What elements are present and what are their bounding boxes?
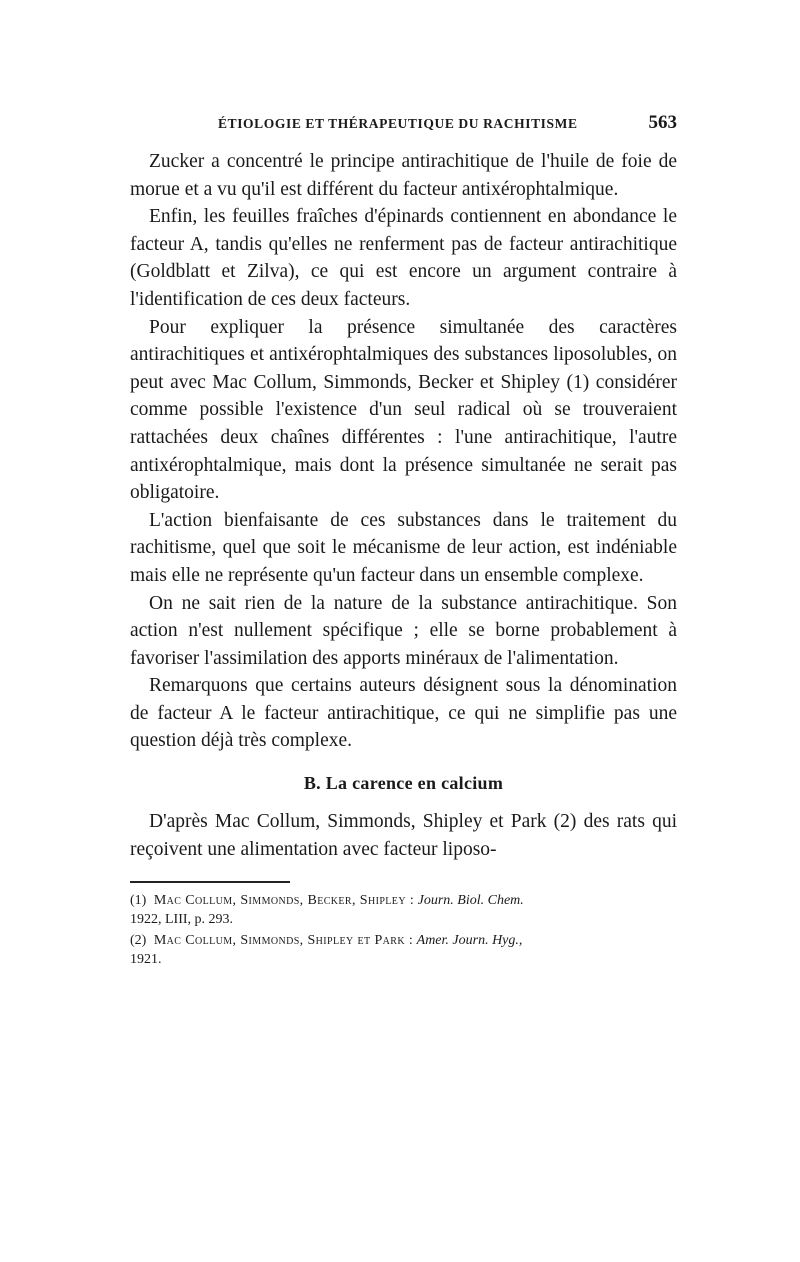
footnote [130,931,677,969]
footnote-details: 1921. [130,952,162,968]
paragraph: On ne sait rien de la nature de la substance antirachitique. Son action n'est nullement spécifique ; elle se borne probablement à favoriser l'assimilation des apports minéraux de l'alimentation. [130,592,677,669]
footnote-mark: (1) [130,893,147,909]
running-title: ÉTIOLOGIE ET THÉRAPEUTIQUE DU RACHITISME [218,116,578,131]
footnote-details: 1922, LIII, p. 293. [130,912,234,928]
body-text [130,148,677,863]
footnote-rule [130,881,290,883]
footnote-authors: Mac Collum, Simmonds, Shipley et Park : [153,933,414,949]
footnote [130,891,677,929]
paragraph: Pour expliquer la présence simultanée des caractères antirachitiques et antixérophtalmiques des substances liposolubles, on peut avec Mac Collum, Simmonds, Becker et Shipley (1) considérer comme possible l'existence d'un seul radical où se trouveraient rattachées deux chaînes différentes : l'une antirachitique, l'autre antixérophtalmique, mais dont la présence simultanée ne serait pas obligatoire. [130,316,677,504]
footnote-authors: Mac Collum, Simmonds, Becker, Shipley : [153,893,415,909]
book-page [130,112,677,971]
paragraph: Zucker a concentré le principe antirachitique de l'huile de foie de morue et a vu qu'il est différent du facteur antixérophtalmique. [130,151,677,200]
page-number: 563 [648,112,677,133]
footnotes [130,891,677,969]
running-header [130,112,677,142]
paragraph: L'action bienfaisante de ces substances dans le traitement du rachitisme, quel que soit le mécanisme de leur action, est indéniable mais elle ne représente qu'un facteur dans un ensemble complexe. [130,509,677,586]
footnote-journal: Amer. Journ. Hyg., [416,933,523,949]
paragraph: Enfin, les feuilles fraîches d'épinards contiennent en abondance le facteur A, tandis qu'elles ne renferment pas de facteur antirachitique (Goldblatt et Zilva), ce qui est encore un argument contraire à l'identification de ces deux facteurs. [130,206,677,310]
footnote-journal: Journ. Biol. Chem. [417,893,524,909]
footnote-mark: (2) [130,933,147,949]
paragraph: D'après Mac Collum, Simmonds, Shipley et Park (2) des rats qui reçoivent une alimentation avec facteur liposo- [130,811,677,860]
paragraph: Remarquons que certains auteurs désignent sous la dénomination de facteur A le facteur antirachitique, ce qui ne simplifie pas une question déjà très complexe. [130,675,677,752]
section-heading: B. La carence en calcium [303,773,504,794]
